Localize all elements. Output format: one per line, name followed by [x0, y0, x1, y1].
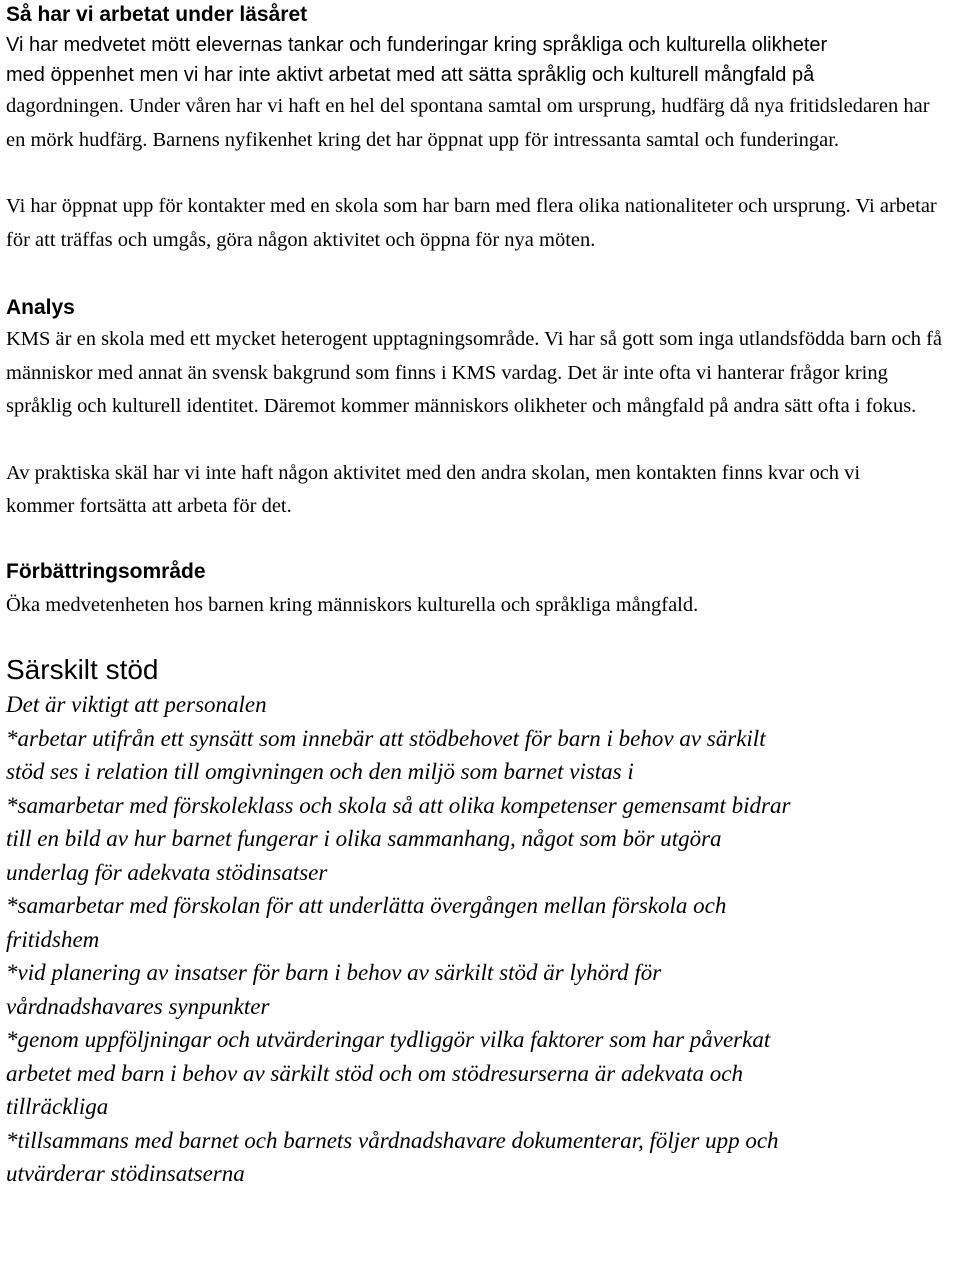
- list-line: vårdnadshavares synpunkter: [6, 993, 270, 1019]
- paragraph-forbattring: Öka medvetenheten hos barnen kring människors kulturella och språkliga mångfald.: [6, 593, 699, 616]
- paragraph-analys-2: Av praktiska skäl har vi inte haft någon aktivitet med den andra skolan, men kontakten finns kvar och vi kommer fortsätta att arbeta för det.: [6, 461, 861, 517]
- list-line: arbetet med barn i behov av särkilt stöd och om stödresurserna är adekvata och: [6, 1060, 743, 1086]
- list-line: *samarbetar med förskolan för att underlätta övergången mellan förskola och: [6, 893, 727, 918]
- paragraph-lasaret-1: dagordningen. Under våren har vi haft en hel del spontana samtal om ursprung, hudfärg då nya fritidsledaren har en mörk hudfärg. Barnens nyfikenhet kring det har öppnat upp för intressanta samtal och funderingar.: [6, 95, 930, 151]
- list-line: till en bild av hur barnet fungerar i olika sammanhang, något som bör utgöra: [6, 826, 722, 851]
- section-heading-analys: Analys: [6, 296, 75, 319]
- list-line: tillräckliga: [6, 1094, 109, 1119]
- sarskilt-stod-list: [6, 688, 954, 1191]
- list-line: *genom uppföljningar och utvärderingar tydliggör vilka faktorer som har påverkat: [6, 1027, 771, 1052]
- section-heading-lasaret: Så har vi arbetat under läsåret: [6, 3, 308, 26]
- section-heading-forbattring: Förbättringsområde: [6, 559, 206, 583]
- list-line: Det är viktigt att personalen: [6, 692, 267, 717]
- paragraph-line: Vi har medvetet mött elevernas tankar och funderingar kring språkliga och kulturella olikheter: [6, 34, 828, 56]
- paragraph-line: med öppenhet men vi har inte aktivt arbetat med att sätta språklig och kulturell mångfald på: [6, 63, 815, 86]
- paragraph-analys-1: KMS är en skola med ett mycket heterogent upptagningsområde. Vi har så gott som inga utlandsfödda barn och få människor med annat än svensk bakgrund som finns i KMS vardag. Det är inte ofta vi hanterar frågor kring språklig och kulturell identitet. Däremot kommer människors olikheter och mångfald på andra sätt ofta i fokus.: [6, 328, 943, 417]
- list-line: *vid planering av insatser för barn i behov av särkilt stöd är lyhörd för: [6, 960, 662, 985]
- section-lasaret-intro: [6, 31, 954, 90]
- list-line: utvärderar stödinsatserna: [6, 1161, 245, 1186]
- list-line: *arbetar utifrån ett synsätt som innebär att stödbehovet för barn i behov av särkilt: [6, 725, 766, 751]
- list-line: underlag för adekvata stödinsatser: [6, 859, 328, 885]
- paragraph-lasaret-2: Vi har öppnat upp för kontakter med en skola som har barn med flera olika nationaliteter och ursprung. Vi arbetar för att träffas och umgås, göra någon aktivitet och öppna för nya möten.: [6, 195, 937, 251]
- list-line: *samarbetar med förskoleklass och skola så att olika kompetenser gemensamt bidrar: [6, 792, 791, 818]
- section-heading-sarskilt-stod: Särskilt stöd: [6, 654, 159, 685]
- list-line: *tillsammans med barnet och barnets vårdnadshavare dokumenterar, följer upp och: [6, 1127, 779, 1153]
- list-line: stöd ses i relation till omgivningen och den miljö som barnet vistas i: [6, 759, 634, 784]
- list-line: fritidshem: [6, 926, 100, 952]
